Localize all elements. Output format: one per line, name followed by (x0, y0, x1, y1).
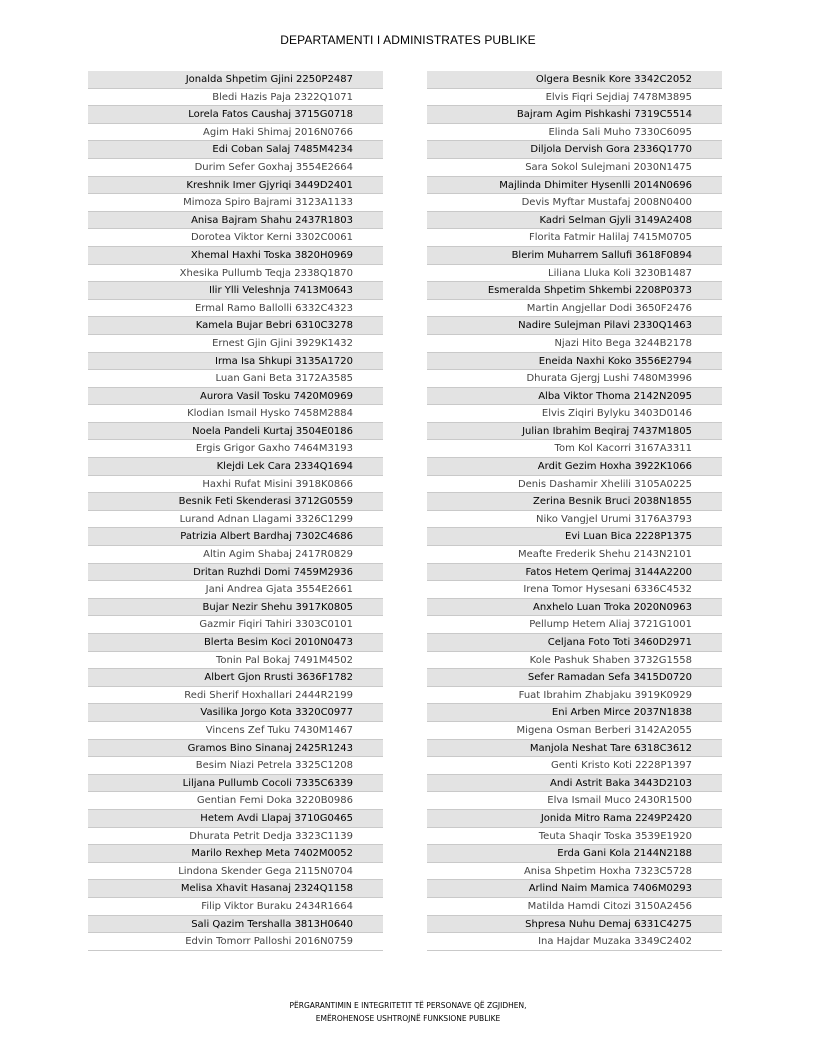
list-item: Esmeralda Shpetim Shkembi 2208P0373 (427, 282, 722, 300)
list-item: Vincens Zef Tuku 7430M1467 (88, 722, 383, 740)
list-item: Tom Kol Kacorri 3167A3311 (427, 440, 722, 458)
list-item: Edvin Tomorr Palloshi 2016N0759 (88, 933, 383, 951)
left-name-list (88, 71, 383, 951)
list-item: Dritan Ruzhdi Domi 7459M2936 (88, 564, 383, 582)
list-item: Sali Qazim Tershalla 3813H0640 (88, 916, 383, 934)
list-item: Bujar Nezir Shehu 3917K0805 (88, 599, 383, 617)
list-item: Anisa Shpetim Hoxha 7323C5728 (427, 863, 722, 881)
list-item: Mimoza Spiro Bajrami 3123A1133 (88, 194, 383, 212)
list-item: Meafte Frederik Shehu 2143N2101 (427, 546, 722, 564)
list-item: Migena Osman Berberi 3142A2055 (427, 722, 722, 740)
list-item: Aurora Vasil Tosku 7420M0969 (88, 388, 383, 406)
list-item: Gazmir Fiqiri Tahiri 3303C0101 (88, 616, 383, 634)
list-item: Blerta Besim Koci 2010N0473 (88, 634, 383, 652)
list-item: Klodian Ismail Hysko 7458M2884 (88, 405, 383, 423)
list-item: Eneida Naxhi Koko 3556E2794 (427, 353, 722, 371)
list-item: Devis Myftar Mustafaj 2008N0400 (427, 194, 722, 212)
list-item: Genti Kristo Koti 2228P1397 (427, 757, 722, 775)
list-item: Xhemal Haxhi Toska 3820H0969 (88, 247, 383, 265)
list-item: Kamela Bujar Bebri 6310C3278 (88, 317, 383, 335)
list-item: Ardit Gezim Hoxha 3922K1066 (427, 458, 722, 476)
list-item: Vasilika Jorgo Kota 3320C0977 (88, 704, 383, 722)
list-item: Andi Astrit Baka 3443D2103 (427, 775, 722, 793)
list-item: Elvis Ziqiri Bylyku 3403D0146 (427, 405, 722, 423)
list-item: Diljola Dervish Gora 2336Q1770 (427, 141, 722, 159)
list-item: Anisa Bajram Shahu 2437R1803 (88, 212, 383, 230)
list-item: Agim Haki Shimaj 2016N0766 (88, 124, 383, 142)
list-item: Klejdi Lek Cara 2334Q1694 (88, 458, 383, 476)
list-item: Noela Pandeli Kurtaj 3504E0186 (88, 423, 383, 441)
list-item: Dhurata Petrit Dedja 3323C1139 (88, 828, 383, 846)
list-item: Liljana Pullumb Cocoli 7335C6339 (88, 775, 383, 793)
list-item: Luan Gani Beta 3172A3585 (88, 370, 383, 388)
list-item: Fuat Ibrahim Zhabjaku 3919K0929 (427, 687, 722, 705)
list-item: Dorotea Viktor Kerni 3302C0061 (88, 229, 383, 247)
list-item: Pellump Hetem Aliaj 3721G1001 (427, 616, 722, 634)
list-item: Dhurata Gjergj Lushi 7480M3996 (427, 370, 722, 388)
list-item: Besnik Feti Skenderasi 3712G0559 (88, 493, 383, 511)
list-item: Gramos Bino Sinanaj 2425R1243 (88, 740, 383, 758)
list-item: Teuta Shaqir Toska 3539E1920 (427, 828, 722, 846)
list-item: Elinda Sali Muho 7330C6095 (427, 124, 722, 142)
list-item: Kadri Selman Gjyli 3149A2408 (427, 212, 722, 230)
list-item: Altin Agim Shabaj 2417R0829 (88, 546, 383, 564)
list-item: Kole Pashuk Shaben 3732G1558 (427, 652, 722, 670)
list-item: Liliana Lluka Koli 3230B1487 (427, 265, 722, 283)
list-item: Sara Sokol Sulejmani 2030N1475 (427, 159, 722, 177)
list-item: Marilo Rexhep Meta 7402M0052 (88, 845, 383, 863)
list-item: Fatos Hetem Qerimaj 3144A2200 (427, 564, 722, 582)
list-item: Ermal Ramo Ballolli 6332C4323 (88, 300, 383, 318)
list-item: Celjana Foto Toti 3460D2971 (427, 634, 722, 652)
list-item: Blerim Muharrem Sallufi 3618F0894 (427, 247, 722, 265)
list-item: Lurand Adnan Llagami 3326C1299 (88, 511, 383, 529)
list-item: Xhesika Pullumb Teqja 2338Q1870 (88, 265, 383, 283)
list-item: Zerina Besnik Bruci 2038N1855 (427, 493, 722, 511)
list-item: Besim Niazi Petrela 3325C1208 (88, 757, 383, 775)
list-item: Evi Luan Bica 2228P1375 (427, 528, 722, 546)
list-item: Arlind Naim Mamica 7406M0293 (427, 880, 722, 898)
list-item: Majlinda Dhimiter Hysenlli 2014N0696 (427, 177, 722, 195)
list-item: Julian Ibrahim Beqiraj 7437M1805 (427, 423, 722, 441)
list-item: Ilir Ylli Veleshnja 7413M0643 (88, 282, 383, 300)
list-item: Irena Tomor Hysesani 6336C4532 (427, 581, 722, 599)
list-item: Lorela Fatos Caushaj 3715G0718 (88, 106, 383, 124)
list-item: Olgera Besnik Kore 3342C2052 (427, 71, 722, 89)
list-item: Gentian Femi Doka 3220B0986 (88, 792, 383, 810)
list-item: Haxhi Rufat Misini 3918K0866 (88, 476, 383, 494)
list-item: Anxhelo Luan Troka 2020N0963 (427, 599, 722, 617)
list-item: Denis Dashamir Xhelili 3105A0225 (427, 476, 722, 494)
list-item: Redi Sherif Hoxhallari 2444R2199 (88, 687, 383, 705)
list-item: Eni Arben Mirce 2037N1838 (427, 704, 722, 722)
right-name-list (427, 71, 722, 951)
list-item: Ernest Gjin Gjini 3929K1432 (88, 335, 383, 353)
list-item: Elva Ismail Muco 2430R1500 (427, 792, 722, 810)
list-item: Jani Andrea Gjata 3554E2661 (88, 581, 383, 599)
list-item: Patrizia Albert Bardhaj 7302C4686 (88, 528, 383, 546)
list-item: Durim Sefer Goxhaj 3554E2664 (88, 159, 383, 177)
list-item: Tonin Pal Bokaj 7491M4502 (88, 652, 383, 670)
list-item: Njazi Hito Bega 3244B2178 (427, 335, 722, 353)
list-item: Elvis Fiqri Sejdiaj 7478M3895 (427, 89, 722, 107)
list-item: Bajram Agim Pishkashi 7319C5514 (427, 106, 722, 124)
list-item: Irma Isa Shkupi 3135A1720 (88, 353, 383, 371)
list-item: Hetem Avdi Llapaj 3710G0465 (88, 810, 383, 828)
list-item: Shpresa Nuhu Demaj 6331C4275 (427, 916, 722, 934)
page-title: DEPARTAMENTI I ADMINISTRATES PUBLIKE (280, 33, 536, 47)
list-item: Lindona Skender Gega 2115N0704 (88, 863, 383, 881)
list-item: Jonalda Shpetim Gjini 2250P2487 (88, 71, 383, 89)
list-item: Edi Coban Salaj 7485M4234 (88, 141, 383, 159)
list-item: Ina Hajdar Muzaka 3349C2402 (427, 933, 722, 951)
list-item: Erda Gani Kola 2144N2188 (427, 845, 722, 863)
page-footer (0, 999, 816, 1025)
list-item: Florita Fatmir Halilaj 7415M0705 (427, 229, 722, 247)
list-item: Martin Angjellar Dodi 3650F2476 (427, 300, 722, 318)
list-item: Kreshnik Imer Gjyriqi 3449D2401 (88, 177, 383, 195)
list-item: Melisa Xhavit Hasanaj 2324Q1158 (88, 880, 383, 898)
list-item: Alba Viktor Thoma 2142N2095 (427, 388, 722, 406)
footer-line-1: PËRGARANTIMIN E INTEGRITETIT TË PERSONAVE QË ZGJIDHEN, (289, 1001, 527, 1010)
list-item: Jonida Mitro Rama 2249P2420 (427, 810, 722, 828)
list-item: Niko Vangjel Urumi 3176A3793 (427, 511, 722, 529)
list-item: Ergis Grigor Gaxho 7464M3193 (88, 440, 383, 458)
list-item: Filip Viktor Buraku 2434R1664 (88, 898, 383, 916)
list-item: Albert Gjon Rrusti 3636F1782 (88, 669, 383, 687)
list-item: Bledi Hazis Paja 2322Q1071 (88, 89, 383, 107)
footer-line-2: EMËROHENOSE USHTROJNË FUNKSIONE PUBLIKE (315, 1014, 501, 1023)
list-item: Nadire Sulejman Pilavi 2330Q1463 (427, 317, 722, 335)
list-item: Manjola Neshat Tare 6318C3612 (427, 740, 722, 758)
list-item: Sefer Ramadan Sefa 3415D0720 (427, 669, 722, 687)
list-item: Matilda Hamdi Citozi 3150A2456 (427, 898, 722, 916)
